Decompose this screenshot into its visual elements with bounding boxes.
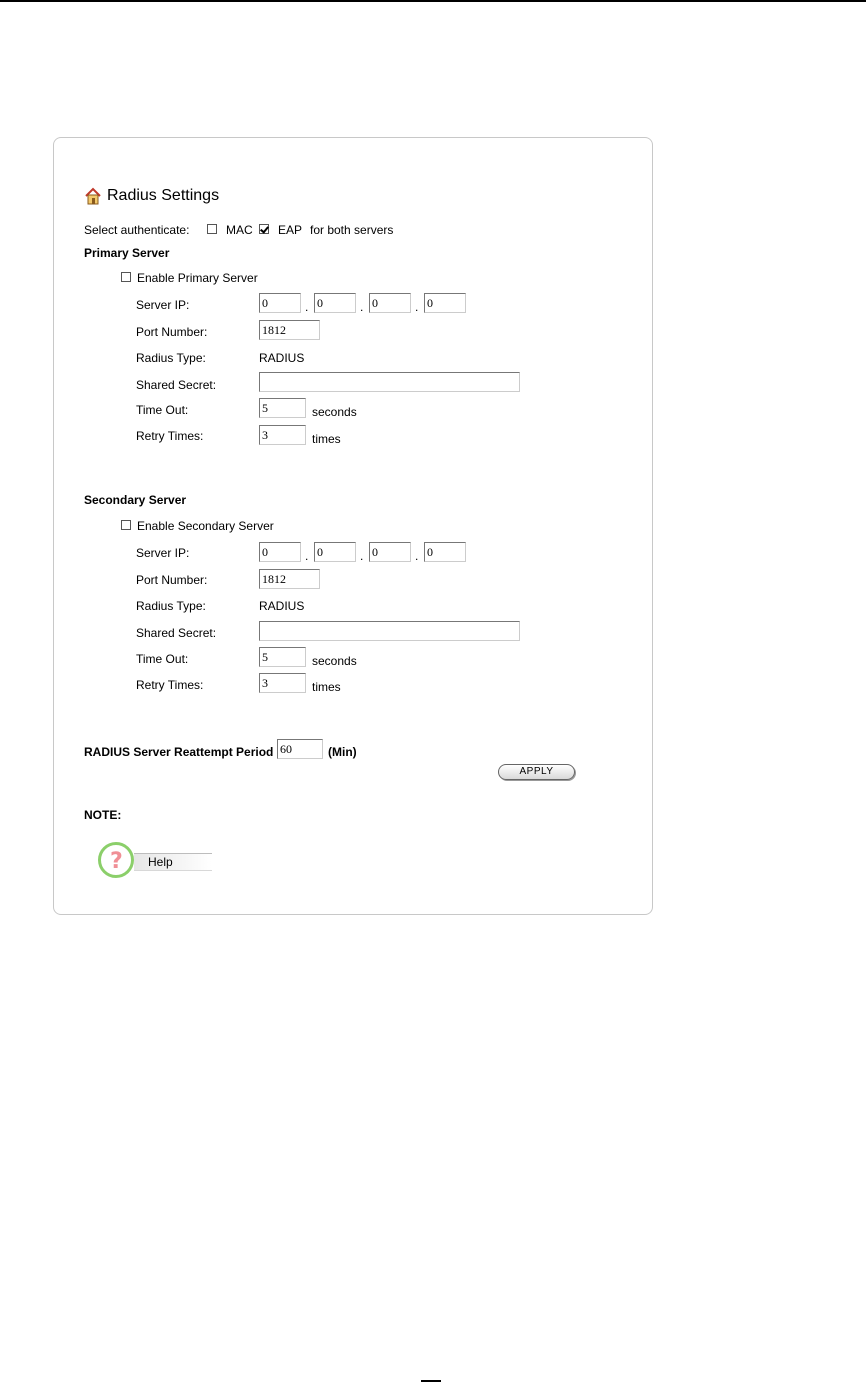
primary-timeout-label: Time Out: [136,403,189,417]
ip-dot: . [360,549,364,563]
primary-radius-type-value: RADIUS [259,351,305,365]
secondary-timeout-input[interactable]: 5 [259,647,306,667]
primary-port-input[interactable]: 1812 [259,320,320,340]
help-button[interactable] [98,842,216,882]
secondary-port-label: Port Number: [136,573,208,587]
ip-dot: . [415,300,419,314]
mac-checkbox[interactable] [207,224,217,234]
primary-timeout-input[interactable]: 5 [259,398,306,418]
secondary-ip-octet-1[interactable]: 0 [259,542,301,562]
authenticate-label: Select authenticate: [84,223,190,237]
ip-dot: . [360,300,364,314]
primary-timeout-unit: seconds [312,405,357,419]
secondary-server-heading: Secondary Server [84,493,187,507]
primary-ip-octet-3[interactable]: 0 [369,293,411,313]
secondary-shared-secret-input[interactable] [259,621,520,641]
reattempt-period-unit: (Min) [328,745,357,759]
enable-secondary-label: Enable Secondary Server [137,519,274,533]
mac-label: MAC [226,223,253,237]
secondary-ip-octet-2[interactable]: 0 [314,542,356,562]
secondary-port-input[interactable]: 1812 [259,569,320,589]
help-label: Help [148,855,173,869]
apply-button[interactable]: APPLY [498,764,575,780]
page-title [84,187,219,205]
note-label: NOTE: [84,808,122,822]
secondary-ip-octet-3[interactable]: 0 [369,542,411,562]
primary-retry-label: Retry Times: [136,429,204,443]
primary-ip-octet-2[interactable]: 0 [314,293,356,313]
primary-ip-octet-4[interactable]: 0 [424,293,466,313]
primary-port-label: Port Number: [136,325,208,339]
secondary-radius-type-value: RADIUS [259,599,305,613]
reattempt-period-label: RADIUS Server Reattempt Period [84,745,274,759]
primary-radius-type-label: Radius Type: [136,351,206,365]
home-icon [84,187,102,205]
radius-settings-panel [53,137,653,915]
secondary-timeout-label: Time Out: [136,652,189,666]
page-title-text: Radius Settings [107,187,220,204]
ip-dot: . [305,300,309,314]
enable-primary-label: Enable Primary Server [137,271,258,285]
primary-retry-input[interactable]: 3 [259,425,306,445]
enable-primary-checkbox[interactable] [121,272,131,282]
ip-dot: . [305,549,309,563]
primary-server-heading: Primary Server [84,246,170,260]
help-question-icon [98,842,134,878]
primary-shared-secret-input[interactable] [259,372,520,392]
footer-line [421,1380,441,1382]
primary-shared-secret-label: Shared Secret: [136,378,217,392]
authenticate-suffix: for both servers [310,223,394,237]
eap-label: EAP [278,223,303,237]
secondary-timeout-unit: seconds [312,654,357,668]
help-bar [134,853,212,871]
reattempt-period-input[interactable]: 60 [277,739,323,759]
secondary-ip-octet-4[interactable]: 0 [424,542,466,562]
secondary-shared-secret-label: Shared Secret: [136,626,217,640]
primary-retry-unit: times [312,432,341,446]
secondary-retry-unit: times [312,680,341,694]
ip-dot: . [415,549,419,563]
secondary-server-ip-label: Server IP: [136,546,190,560]
primary-ip-octet-1[interactable]: 0 [259,293,301,313]
secondary-retry-input[interactable]: 3 [259,673,306,693]
enable-secondary-checkbox[interactable] [121,520,131,530]
eap-checkbox[interactable] [259,224,269,234]
secondary-retry-label: Retry Times: [136,678,204,692]
top-rule [0,0,866,2]
primary-server-ip-label: Server IP: [136,298,190,312]
secondary-radius-type-label: Radius Type: [136,599,206,613]
question-mark-glyph: ? [110,849,123,874]
